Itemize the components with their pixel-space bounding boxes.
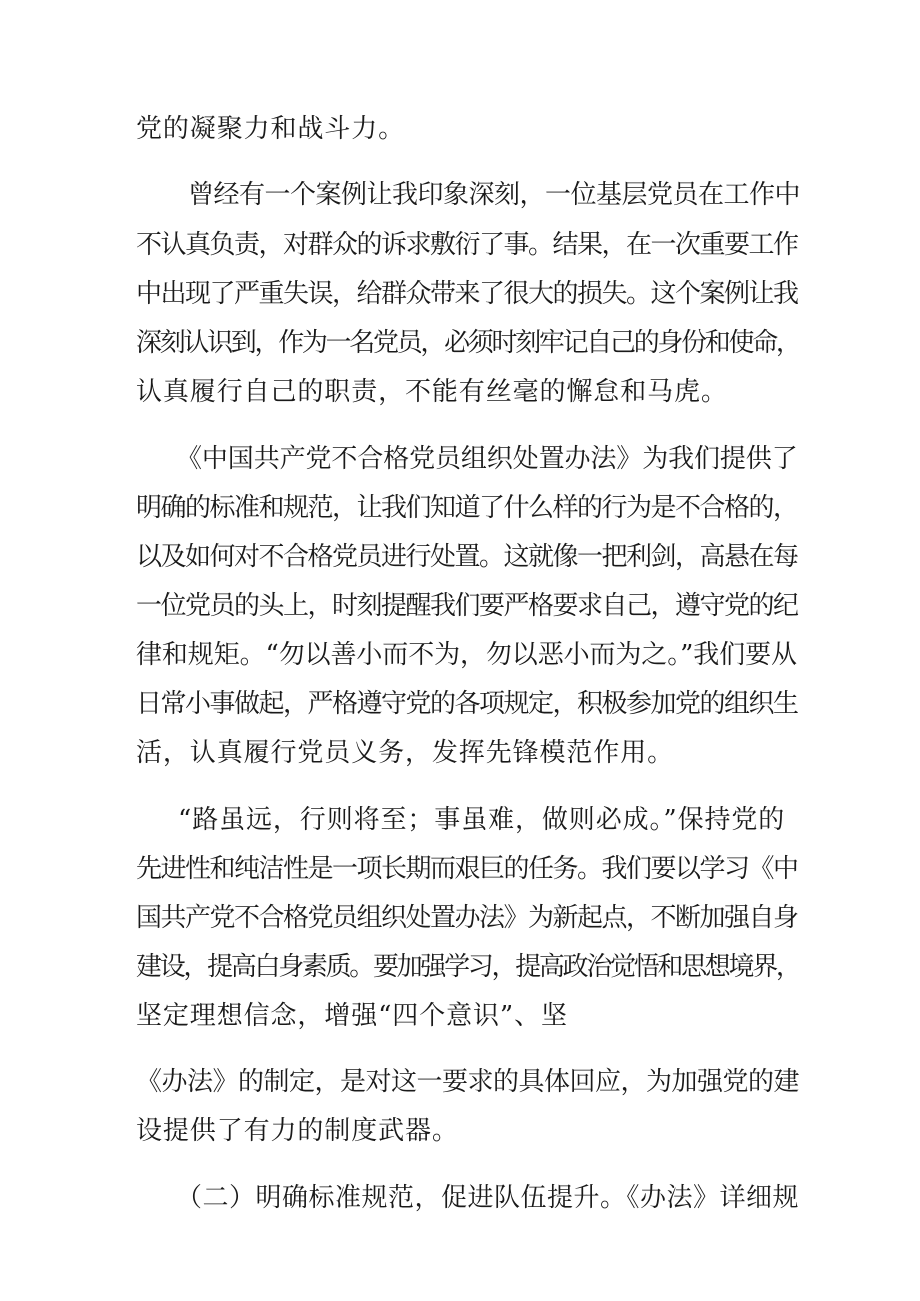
- text-line: 党的凝聚力和战斗力。: [136, 114, 406, 144]
- text-line: 律和规矩。“勿以善小而不为，勿以恶小而为之。”我们要从: [136, 640, 797, 670]
- text-line: 认真履行自己的职责，不能有丝毫的懈怠和马虎。: [136, 377, 728, 407]
- text-line: （二）明确标准规范，促进队伍提升。《办法》详细规: [176, 1183, 800, 1213]
- text-line: 一位党员的头上，时刻提醒我们要严格要求自己，遵守党的纪: [136, 591, 798, 621]
- text-line: 活，认真履行党员义务，发挥先锋模范作用。: [136, 738, 675, 768]
- text-line: 以及如何对不合格党员进行处置。这就像一把利剑，高悬在每: [136, 542, 798, 572]
- text-line: 建设，提高白身素质。要加强学习，提高政治觉悟和思想境界，: [136, 952, 800, 982]
- text-line: 先进性和纯洁性是一项长期而艰巨的任务。我们要以学习《中: [136, 854, 798, 884]
- text-line: 《办法》的制定，是对这一要求的具体回应，为加强党的建: [136, 1067, 800, 1097]
- text-line: 坚定理想信念，增强“四个意识”、坚: [136, 1001, 568, 1031]
- text-line: 深刻认识到，作为一名党员，必须时刻牢记自己的身份和使命，: [136, 328, 800, 358]
- text-line: 中出现了严重失误，给群众带来了很大的损失。这个案例让我: [136, 279, 798, 309]
- text-line: 国共产党不合格党员组织处置办法》为新起点，不断加强自身: [136, 903, 798, 933]
- text-line: 《中国共产党不合格党员组织处置办法》为我们提供了: [176, 444, 798, 474]
- text-line: 明确的标准和规范，让我们知道了什么样的行为是不合格的，: [136, 493, 798, 523]
- text-line: “路虽远，行则将至；事虽难，做则必成。”保持党的: [178, 805, 786, 835]
- text-line: 不认真负责，对群众的诉求敷衍了事。结果，在一次重要工作: [136, 230, 798, 260]
- text-line: 设提供了有力的制度武器。: [136, 1116, 459, 1146]
- text-line: 曾经有一个案例让我印象深刻，一位基层党员在工作中: [188, 180, 801, 210]
- text-line: 日常小事做起，严格遵守党的各项规定，积极参加党的组织生: [136, 689, 798, 719]
